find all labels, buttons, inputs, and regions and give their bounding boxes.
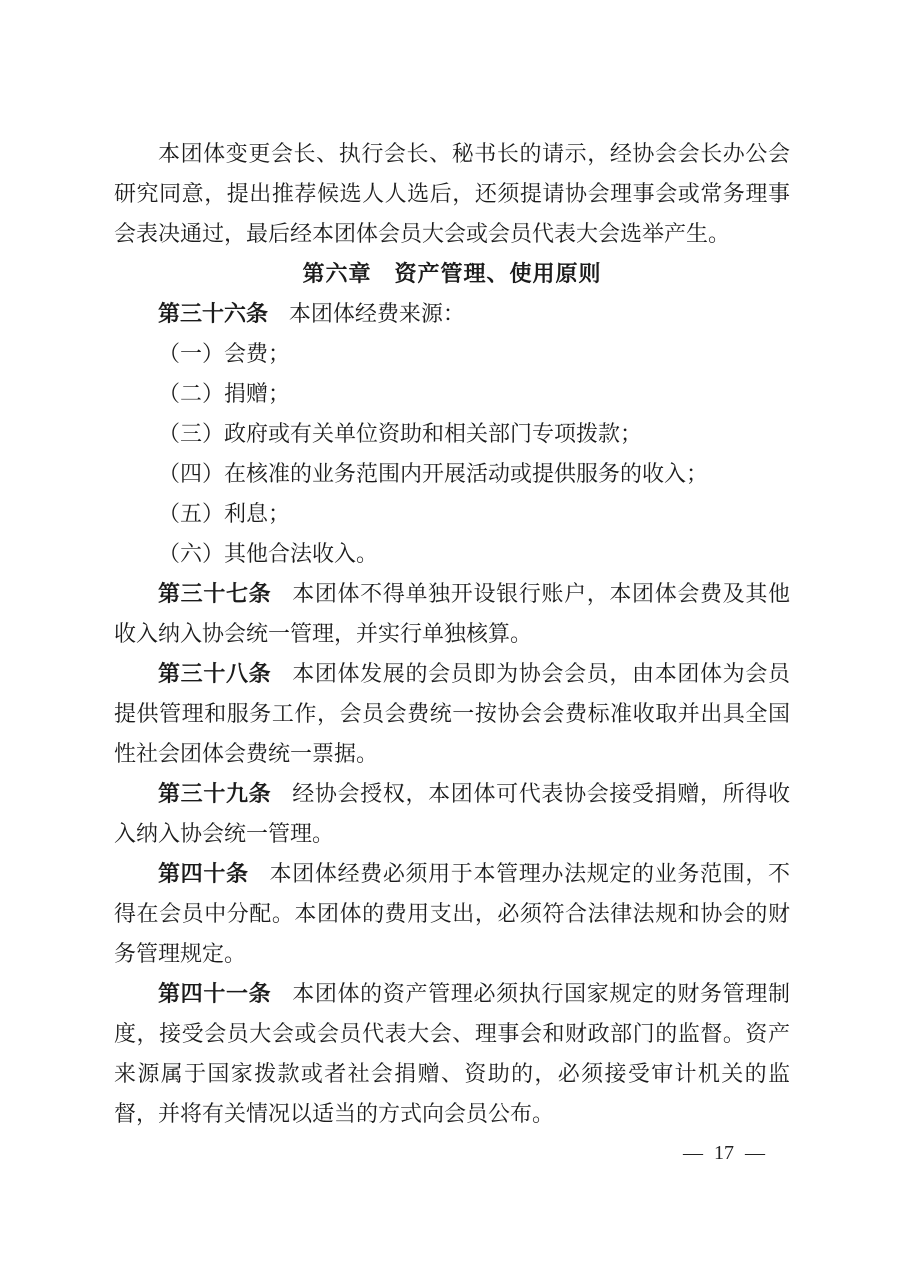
funding-source-item-1: （一）会费；	[158, 341, 291, 366]
footer-dash-right: —	[745, 1142, 765, 1164]
article-41-number: 第四十一条	[158, 981, 272, 1006]
article-37-text: 本团体不得单独开设银行账户，本团体会费及其他收入纳入协会统一管理，并实行单独核算。	[114, 581, 790, 646]
article-41-text: 本团体的资产管理必须执行国家规定的财务管理制度，接受会员大会或会员代表大会、理事会和财政部门的监督。资产来源属于国家拨款或者社会捐赠、资助的，必须接受审计机关的监督，并将有关情况以适当的方式向会员公布。	[114, 981, 790, 1126]
article-37-number: 第三十七条	[158, 581, 272, 606]
funding-source-item-6: （六）其他合法收入。	[158, 541, 379, 566]
funding-source-item-3: （三）政府或有关单位资助和相关部门专项拨款；	[158, 421, 643, 446]
article-40	[114, 854, 790, 974]
article-39	[114, 774, 790, 854]
footer-dash-left: —	[683, 1142, 703, 1164]
article-38-number: 第三十八条	[158, 661, 272, 686]
article-41	[114, 974, 790, 1134]
funding-source-item-5: （五）利息；	[158, 501, 291, 526]
article-38	[114, 654, 790, 774]
article-39-number: 第三十九条	[158, 781, 272, 806]
article-40-number: 第四十条	[158, 861, 249, 886]
chapter-heading: 第六章 资产管理、使用原则	[302, 261, 602, 286]
article-40-text: 本团体经费必须用于本管理办法规定的业务范围，不得在会员中分配。本团体的费用支出，必须符合法律法规和协会的财务管理规定。	[114, 861, 790, 966]
article-37	[114, 574, 790, 654]
article-36-number: 第三十六条	[158, 301, 269, 326]
intro-paragraph: 本团体变更会长、执行会长、秘书长的请示，经协会会长办公会研究同意，提出推荐候选人人选后，还须提请协会理事会或常务理事会表决通过，最后经本团体会员大会或会员代表大会选举产生。	[114, 141, 790, 246]
article-36	[114, 294, 790, 334]
document-body	[114, 134, 790, 1134]
page-footer	[683, 1141, 765, 1165]
funding-source-item-2: （二）捐赠；	[158, 381, 291, 406]
article-38-text: 本团体发展的会员即为协会会员，由本团体为会员提供管理和服务工作，会员会费统一按协会会费标准收取并出具全国性社会团体会费统一票据。	[114, 661, 790, 766]
article-36-text: 本团体经费来源：	[288, 301, 465, 326]
page-number: 17	[714, 1142, 734, 1164]
article-39-text: 经协会授权，本团体可代表协会接受捐赠，所得收入纳入协会统一管理。	[114, 781, 790, 846]
funding-source-item-4: （四）在核准的业务范围内开展活动或提供服务的收入；	[158, 461, 709, 486]
